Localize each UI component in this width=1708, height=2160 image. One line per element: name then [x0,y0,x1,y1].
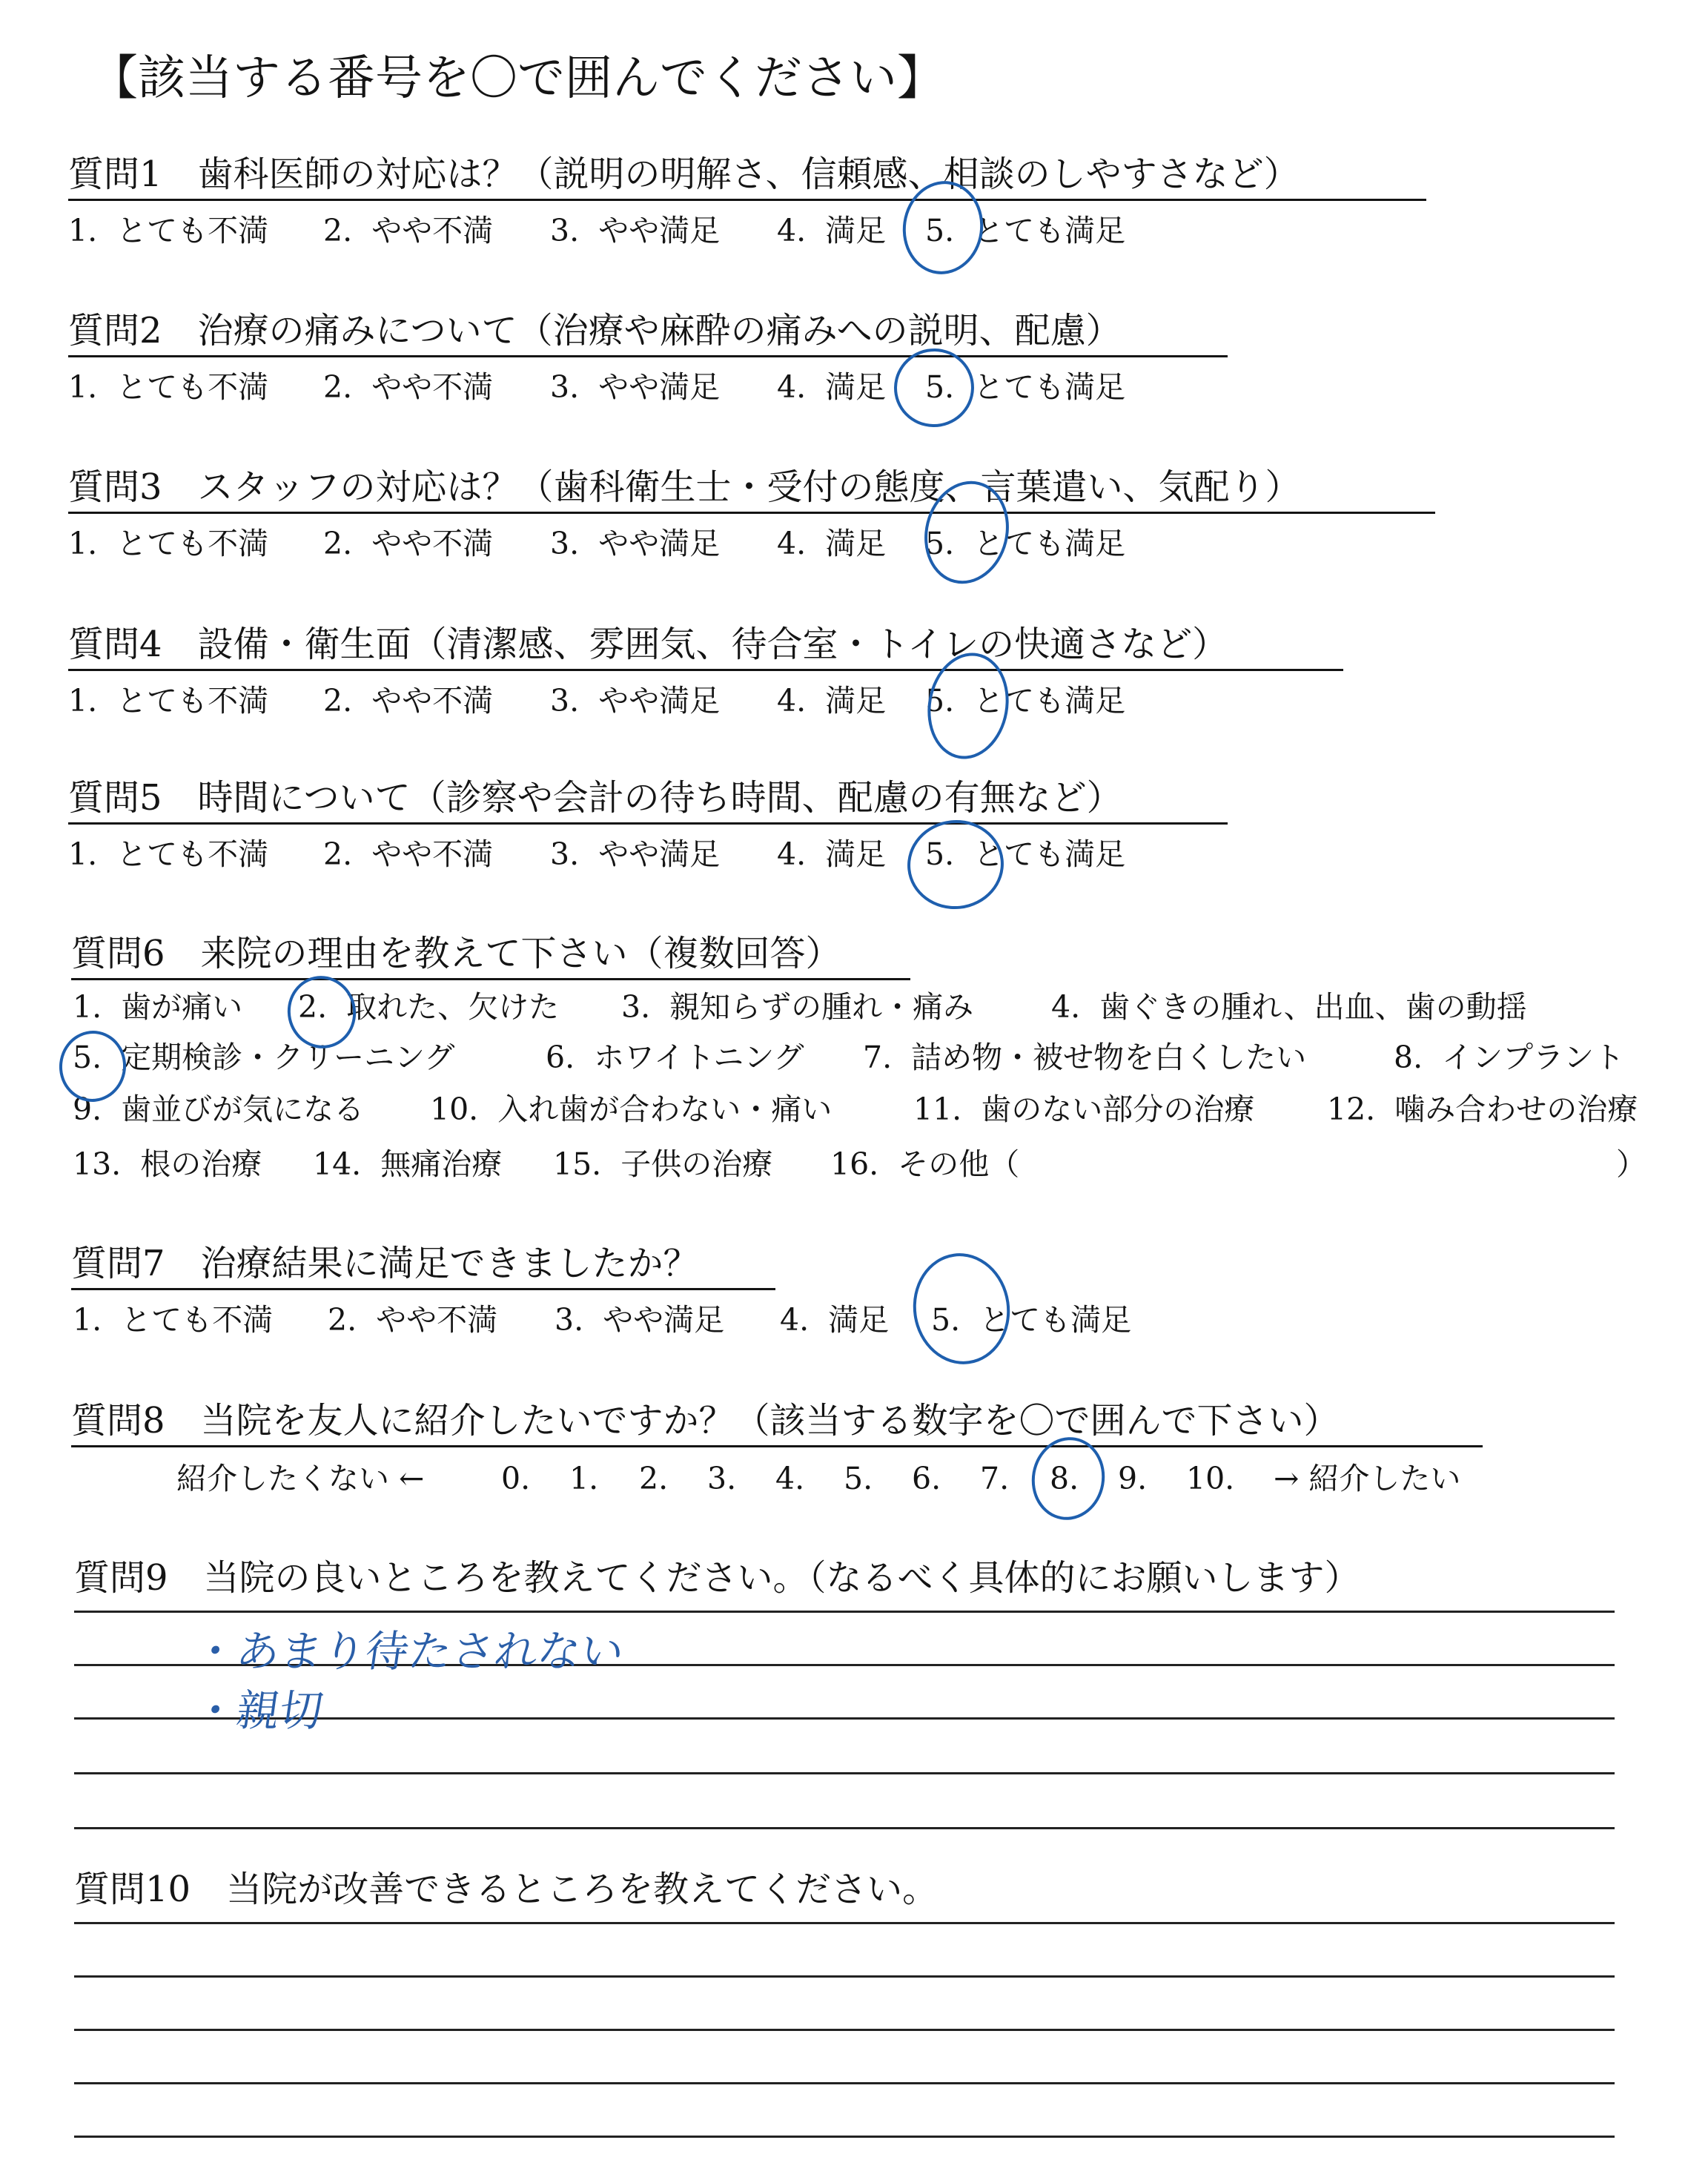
q7-option-4[interactable]: 4. 満足 [780,1302,890,1338]
q8-scale-0[interactable]: 0. [501,1461,531,1496]
q9-writing-line-5 [74,1827,1615,1829]
q4-option-1[interactable]: 1. とても不満 [68,683,269,719]
question-5-label: 質問5 時間について（診察や会計の待ち時間、配慮の有無など） [68,777,1122,819]
q8-left-label: 紹介したくない ← [176,1461,425,1496]
question-6-label: 質問6 来院の理由を教えて下さい（複数回答） [71,933,841,974]
question-9-label: 質問9 当院の良いところを教えてください。（なるべく具体的にお願いします） [74,1557,1360,1599]
q7-option-2[interactable]: 2. やや不満 [328,1302,498,1338]
q5-option-3[interactable]: 3. やや満足 [550,836,721,872]
q6-option-7[interactable]: 7. 詰め物・被せ物を白くしたい [863,1040,1307,1075]
q2-option-4[interactable]: 4. 満足 [777,369,887,405]
q6-option-6[interactable]: 6. ホワイトニング [546,1040,804,1075]
question-5-underline [68,822,1228,825]
q6-option-12[interactable]: 12. 噛み合わせの治療 [1327,1091,1638,1127]
question-8-label: 質問8 当院を友人に紹介したいですか？（該当する数字を〇で囲んで下さい） [71,1400,1340,1441]
question-2-underline [68,355,1228,357]
question-7-label: 質問7 治療結果に満足できましたか？ [71,1243,699,1284]
question-1-label: 質問1 歯科医師の対応は？（説明の明解さ、信頼感、相談のしやすさなど） [68,153,1300,195]
q4-option-4[interactable]: 4. 満足 [777,683,887,719]
q8-scale-1[interactable]: 1. [569,1461,599,1496]
q9-handwritten-answer-1: ・あまり待たされない [190,1626,628,1677]
q6-option-15[interactable]: 15. 子供の治療 [553,1146,773,1182]
q8-scale-10[interactable]: 10. [1186,1461,1235,1496]
instruction-title: 【該当する番号を〇で囲んでください】 [90,51,944,106]
q3-option-5[interactable]: 5. とても満足 [925,526,1126,561]
q8-scale-2[interactable]: 2. [639,1461,669,1496]
q2-option-5[interactable]: 5. とても満足 [925,369,1126,405]
q5-answer-circle [903,816,1008,914]
q3-option-2[interactable]: 2. やや不満 [323,526,494,561]
q10-writing-line-1 [74,1922,1615,1924]
q6-option-14[interactable]: 14. 無痛治療 [313,1146,503,1182]
question-2-label: 質問2 治療の痛みについて（治療や麻酔の痛みへの説明、配慮） [68,310,1122,351]
q10-writing-line-3 [74,2029,1615,2031]
q7-option-5[interactable]: 5. とても満足 [931,1302,1132,1338]
q8-scale-9[interactable]: 9. [1118,1461,1148,1496]
q6-other-close-paren: ） [1616,1146,1646,1182]
q6-option-8[interactable]: 8. インプラント [1394,1040,1625,1075]
q9-writing-line-1 [74,1611,1615,1613]
question-3-label: 質問3 スタッフの対応は？（歯科衛生士・受付の態度、言葉遣い、気配り） [68,466,1301,508]
question-1-underline [68,199,1426,201]
q6-option-11[interactable]: 11. 歯のない部分の治療 [913,1091,1255,1127]
q9-handwritten-answer-2: ・親切 [190,1685,327,1736]
q8-scale-6[interactable]: 6. [912,1461,941,1496]
question-8-underline [71,1445,1483,1447]
q6-option-5[interactable]: 5. 定期検診・クリーニング [73,1040,455,1075]
q6-option-3[interactable]: 3. 親知らずの腫れ・痛み [621,989,974,1025]
q1-option-5[interactable]: 5. とても満足 [925,213,1126,248]
question-4-label: 質問4 設備・衛生面（清潔感、雰囲気、待合室・トイレの快適さなど） [68,624,1228,665]
q5-option-5[interactable]: 5. とても満足 [925,836,1126,872]
q8-right-label: → 紹介したい [1274,1461,1461,1496]
question-6-underline [71,978,910,980]
q6-option-4[interactable]: 4. 歯ぐきの腫れ、出血、歯の動揺 [1051,989,1527,1025]
q10-writing-line-4 [74,2082,1615,2084]
q2-option-1[interactable]: 1. とても不満 [68,369,269,405]
q6-option-16[interactable]: 16. その他（ [830,1146,1020,1182]
q6-option-9[interactable]: 9. 歯並びが気になる [73,1091,365,1127]
q8-scale-8[interactable]: 8. [1050,1461,1079,1496]
q1-option-3[interactable]: 3. やや満足 [550,213,721,248]
question-10-label: 質問10 当院が改善できるところを教えてください。 [74,1869,939,1910]
q1-option-4[interactable]: 4. 満足 [777,213,887,248]
q4-option-3[interactable]: 3. やや満足 [550,683,721,719]
q6-option-13[interactable]: 13. 根の治療 [73,1146,262,1182]
q3-option-4[interactable]: 4. 満足 [777,526,887,561]
question-3-underline [68,512,1435,514]
q9-writing-line-4 [74,1772,1615,1774]
q8-scale-5[interactable]: 5. [844,1461,873,1496]
q5-option-1[interactable]: 1. とても不満 [68,836,269,872]
q1-option-2[interactable]: 2. やや不満 [323,213,494,248]
q2-option-3[interactable]: 3. やや満足 [550,369,721,405]
q1-option-1[interactable]: 1. とても不満 [68,213,269,248]
q2-option-2[interactable]: 2. やや不満 [323,369,494,405]
q8-scale-3[interactable]: 3. [707,1461,737,1496]
q6-option-1[interactable]: 1. 歯が痛い [73,989,243,1025]
q5-option-4[interactable]: 4. 満足 [777,836,887,872]
q10-writing-line-2 [74,1975,1615,1978]
q5-option-2[interactable]: 2. やや不満 [323,836,494,872]
q4-option-5[interactable]: 5. とても満足 [925,683,1126,719]
q8-scale-7[interactable]: 7. [980,1461,1010,1496]
q7-option-1[interactable]: 1. とても不満 [73,1302,274,1338]
q3-option-1[interactable]: 1. とても不満 [68,526,269,561]
q6-option-2[interactable]: 2. 取れた、欠けた [298,989,560,1025]
q4-option-2[interactable]: 2. やや不満 [323,683,494,719]
question-4-underline [68,669,1343,671]
question-7-underline [71,1288,775,1290]
q7-answer-circle [906,1247,1017,1371]
q6-option-10[interactable]: 10. 入れ歯が合わない・痛い [430,1091,833,1127]
q7-option-3[interactable]: 3. やや満足 [555,1302,725,1338]
q10-writing-line-5 [74,2136,1615,2138]
q8-scale-4[interactable]: 4. [775,1461,805,1496]
q3-option-3[interactable]: 3. やや満足 [550,526,721,561]
